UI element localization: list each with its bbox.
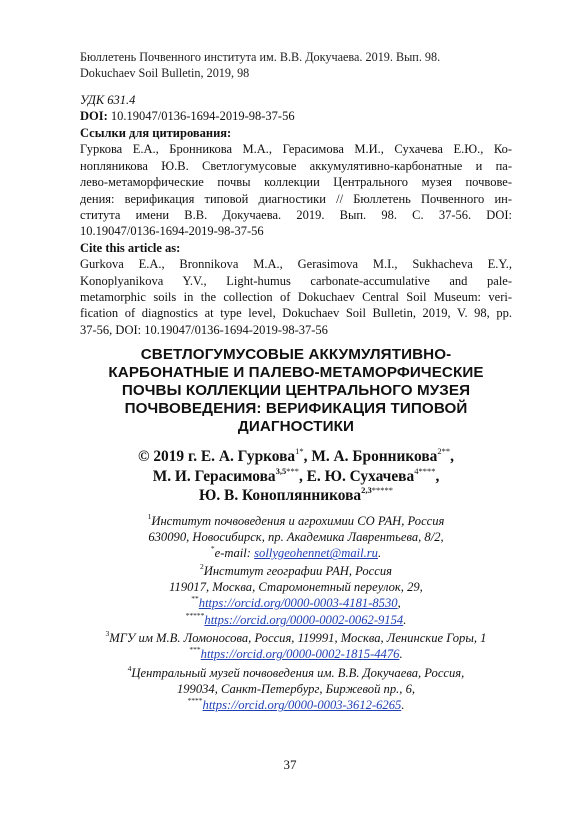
email-label: e-mail:: [214, 546, 255, 561]
udk-block: [80, 92, 295, 124]
affiliation-address: 119017, Москва, Старомонетный переулок, 29,: [169, 580, 423, 595]
citation-en-line: fication of diagnostics at type level, Dokuchaev Soil Bulletin, 2019, V. 98, pp.: [80, 306, 512, 321]
author-mark: 1*: [295, 446, 304, 456]
affiliation-institute: Институт географии РАН, Россия: [203, 564, 393, 578]
affiliation-address: 199034, Санкт-Петербург, Биржевой пр., 6,: [176, 682, 416, 697]
affiliation-address: 630090, Новосибирск, пр. Академика Лаврентьева, 8/2,: [148, 530, 444, 545]
author-affil-mark: 2,3: [361, 485, 372, 495]
affiliation-line: [80, 665, 512, 681]
affiliation-institute: Институт почвоведения и агрохимии СО РАН, Россия: [151, 514, 445, 528]
affiliation-4: [80, 665, 512, 714]
doi-line: [80, 108, 295, 124]
authors-line-1: © 2019 г. Е. А. Гуркова$^{1*}$, М. А. Бронникова$^{2**}$,: [137, 446, 454, 465]
affiliation-line: [80, 563, 512, 579]
affiliation-number: 4: [127, 664, 132, 673]
affiliation-1: [80, 513, 512, 562]
orcid-link[interactable]: https://orcid.org/0000-0002-1815-4476: [200, 647, 400, 662]
punctuation: .: [377, 546, 382, 561]
author-affil-mark: 3,5: [275, 465, 287, 476]
author-konoplyanikova: Ю. В. Коноплянникова: [199, 487, 362, 504]
affiliation-number: 3: [105, 629, 110, 638]
punctuation: .: [403, 612, 407, 627]
citation-en-line: Konoplyanikova Y.V., Light-humus carbonate-accumulative and pale-: [80, 273, 512, 288]
author-bronnikova: М. А. Бронникова: [311, 448, 438, 465]
page-number: 37: [283, 757, 297, 772]
affiliation-number: 2: [199, 562, 204, 571]
citation-ru-line: ститута имени В.В. Докучаева. 2019. Вып. 98. С. 37-56. DOI:: [80, 208, 512, 223]
affiliation-number: 1: [147, 512, 152, 521]
affiliation-2: [80, 563, 512, 628]
orcid-line: [80, 595, 512, 611]
citation-en-line: metamorphic soils in the collection of Dokuchaev Central Soil Museum: veri-: [80, 290, 512, 305]
citation-ru-line: 10.19047/0136-1694-2019-98-37-56: [80, 224, 264, 239]
author-mark: ***: [286, 465, 299, 476]
affiliation-institute: МГУ им М.В. Ломоносова, Россия, 119991, Москва, Ленинские Горы, 1: [109, 631, 487, 645]
punctuation: .: [399, 647, 403, 662]
orcid-line: [80, 697, 512, 713]
citation-ru-heading: Ссылки для цитирования:: [80, 126, 232, 140]
orcid-line: [80, 646, 512, 662]
title-line: КАРБОНАТНЫЕ И ПАЛЕВО-МЕТАМОРФИЧЕСКИЕ: [108, 364, 484, 381]
citation-en-line: Gurkova E.A., Bronnikova M.A., Gerasimova M.I., Sukhacheva E.Y.,: [80, 257, 512, 272]
doi-value: 10.19047/0136-1694-2019-98-37-56: [110, 109, 295, 123]
author-list: [80, 447, 512, 506]
affiliation-institute: Центральный музей почвоведения им. В.В. Докучаева, Россия,: [131, 666, 465, 680]
author-gurkova: © 2019 г. Е. А. Гуркова: [137, 448, 296, 465]
citation-ru-line: Гуркова Е.А., Бронникова М.А., Герасимова М.И., Сухачева Е.Ю., Ко-: [80, 142, 512, 157]
title-line: ПОЧВОВЕДЕНИЯ: ВЕРИФИКАЦИЯ ТИПОВОЙ: [124, 400, 468, 417]
citation-ru-line: лево-метаморфические почвы коллекции Центрального музея почвове-: [80, 175, 512, 190]
title-line: ПОЧВЫ КОЛЛЕКЦИИ ЦЕНТРАЛЬНОГО МУЗЕЯ: [121, 382, 471, 399]
author-mark: 2**: [437, 446, 451, 456]
author-mark: *****: [371, 485, 393, 495]
orcid-link[interactable]: https://orcid.org/0000-0002-0062-9154: [204, 612, 404, 627]
author-mark: 4****: [414, 465, 436, 476]
journal-header-en: Dokuchaev Soil Bulletin, 2019, 98: [80, 66, 250, 80]
title-line: ДИАГНОСТИКИ: [237, 418, 355, 435]
author-mark: ***: [189, 645, 201, 655]
author-mark: *****: [185, 610, 205, 620]
orcid-link[interactable]: https://orcid.org/0000-0003-4181-8530: [198, 596, 398, 611]
citation-block: [80, 125, 512, 338]
citation-en-line: 37-56, DOI: 10.19047/0136-1694-2019-98-37-56: [80, 322, 328, 337]
affiliation-email-line: [80, 545, 512, 561]
punctuation: ,: [397, 596, 401, 611]
journal-header-ru: Бюллетень Почвенного института им. В.В. Докучаева. 2019. Вып. 98.: [80, 50, 441, 64]
citation-ru-line: нопляникова Ю.В. Светлогумусовые аккумулятивно-карбонатные и па-: [80, 158, 512, 173]
authors-line-3: [80, 486, 512, 506]
affiliation-line: [80, 630, 512, 646]
article-title: [80, 346, 512, 436]
orcid-link[interactable]: https://orcid.org/0000-0003-3612-6265: [202, 698, 402, 713]
affiliation-3: [80, 630, 512, 662]
author-mark: **: [191, 594, 199, 604]
punctuation: .: [401, 698, 405, 713]
email-link[interactable]: sollygeohennet@mail.ru: [254, 546, 378, 561]
doi-label: DOI:: [80, 109, 108, 123]
author-mark: ****: [187, 696, 203, 706]
affiliation-line: [80, 513, 512, 529]
authors-line-2: М. И. Герасимова$^{3,5***}$, Е. Ю. Сухачева$^{4****}$,: [152, 465, 440, 485]
citation-ru-line: дения: верификация типовой диагностики // Бюллетень Почвенного ин-: [80, 191, 512, 206]
title-line: СВЕТЛОГУМУСОВЫЕ АККУМУЛЯТИВНО-: [140, 346, 452, 363]
author-mark: *: [210, 544, 215, 554]
udk-code: УДК 631.4: [80, 93, 136, 107]
author-sukhacheva: Е. Ю. Сухачева: [306, 467, 415, 485]
journal-header: [80, 49, 440, 81]
author-gerasimova: М. И. Герасимова: [152, 467, 276, 485]
orcid-line: [80, 612, 512, 628]
citation-en-heading: Cite this article as:: [80, 240, 181, 255]
